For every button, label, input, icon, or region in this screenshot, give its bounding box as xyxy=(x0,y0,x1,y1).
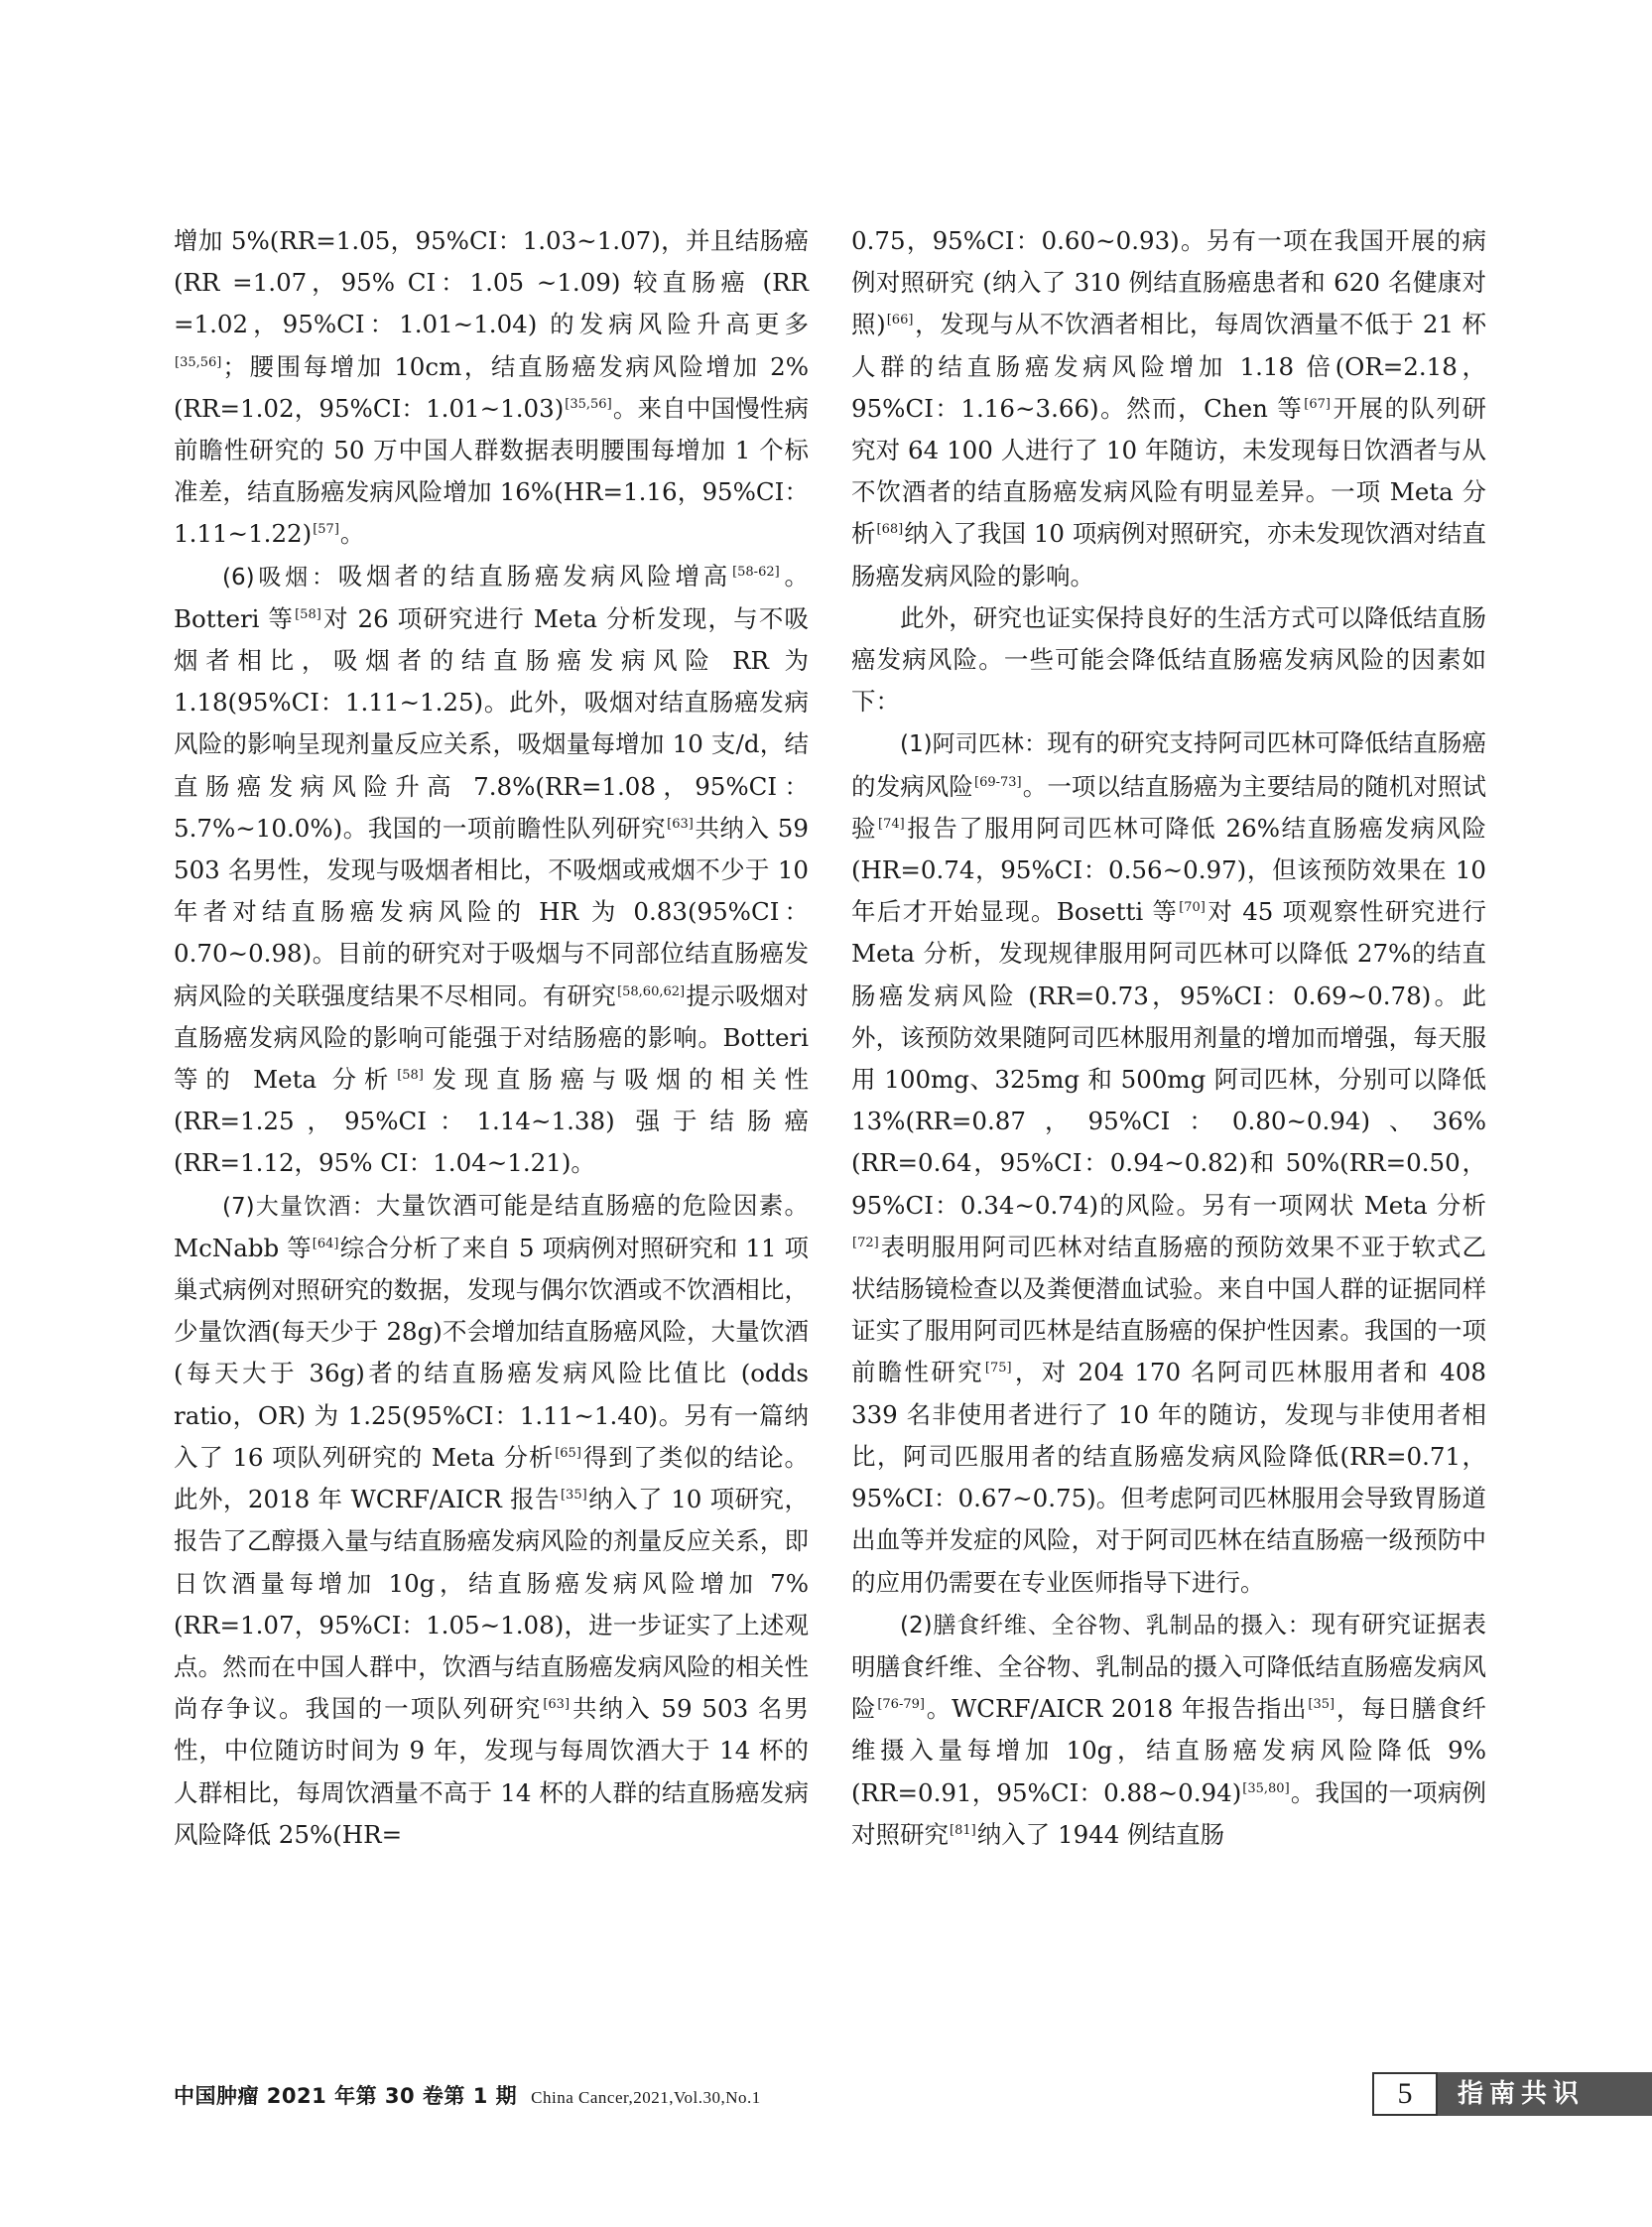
right-column xyxy=(851,220,1486,1856)
paragraph-fiber: (2)膳食纤维、全谷物、乳制品的摄入：现有研究证据表明膳食纤维、全谷物、乳制品的摄入可降低结直肠癌发病风险[76-79]。WCRF/AICR 2018 年报告指出[35]，每日膳食纤维摄入量每增加 10g，结直肠癌发病风险降低 9%(RR=0.91，95%CI：0.88~0.94)[35,80]。我国的一项病例对照研究[81]纳入了 1944 例结直肠 xyxy=(851,1609,1487,1849)
citation: [69-73] xyxy=(974,774,1022,790)
subheading-fiber: (2)膳食纤维、全谷物、乳制品的摄入： xyxy=(900,1612,1312,1638)
citation: [68] xyxy=(876,522,904,538)
paragraph-lifestyle: 此外，研究也证实保持良好的生活方式可以降低结直肠癌发病风险。一些可能会降低结直肠癌发病风险的因素如下： xyxy=(851,602,1486,717)
citation: [35,56] xyxy=(175,354,222,370)
citation: [35] xyxy=(560,1488,587,1504)
journal-info xyxy=(174,2080,761,2110)
citation: [74] xyxy=(878,816,905,832)
citation: [58] xyxy=(295,606,321,622)
subheading-smoking: (6)吸烟： xyxy=(222,564,338,590)
page-footer xyxy=(174,2072,1652,2122)
subheading-aspirin: (1)阿司匹林： xyxy=(900,731,1048,758)
journal-name-cn: 中国肿瘤 2021 年第 30 卷第 1 期 xyxy=(174,2084,518,2108)
paragraph-aspirin: (1)阿司匹林：现有的研究支持阿司匹林可降低结直肠癌的发病风险[69-73]。一项以结直肠癌为主要结局的随机对照试验[74]报告了服用阿司匹林可降低 26%结直肠癌发病风险(HR=0.74，95%CI：0.56~0.97)，但该预防效果在 10 年后才开始显现。Bosetti 等[70]对 45 项观察性研究进行 Meta 分析，发现规律服用阿司匹林可以降低 27%的结直肠癌发病风险 (RR=0.73，95%CI：0.69~0.78)。此外，该预防效果随阿司匹林服用剂量的增加而增强，每天服用 100mg、325mg 和 500mg 阿司匹林，分别可以降低 13%(RR=0.87，95%CI：0.80~0.94)、36%(RR=0.64，95%CI：0.94~0.82)和 50%(RR=0.50，95%CI：0.34~0.74)的风险。另有一项网状 Meta 分析[72]表明服用阿司匹林对结直肠癌的预防效果不亚于软式乙状结肠镜检查以及粪便潜血试验。来自中国人群的证据同样证实了服用阿司匹林是结直肠癌的保护性因素。我国的一项前瞻性研究[75]，对 204 170 名阿司匹林服用者和 408 339 名非使用者进行了 10 年的随访，发现与非使用者相比，阿司匹服用者的结直肠癌发病风险降低(RR=0.71，95%CI：0.67~0.75)。但考虑阿司匹林服用会导致胃肠道出血等并发症的风险，对于阿司匹林在结直肠癌一级预防中的应用仍需要在专业医师指导下进行。 xyxy=(851,728,1487,1597)
citation: [67] xyxy=(1304,396,1331,412)
journal-name-en: China Cancer,2021,Vol.30,No.1 xyxy=(531,2088,761,2107)
paragraph-waist: 增加 5%(RR=1.05，95%CI：1.03~1.07)，并且结肠癌(RR =1.07，95% CI：1.05 ~1.09) 较直肠癌 (RR =1.02，95%CI：1.01~1.04) 的发病风险升高更多[35,56]；腰围每增加 10cm，结直肠癌发病风险增加 2%(RR=1.02，95%CI：1.01~1.03)[35,56]。来自中国慢性病前瞻性研究的 50 万中国人群数据表明腰围每增加 1 个标准差，结直肠癌发病风险增加 16%(HR=1.16，95%CI：1.11~1.22)[57]。 xyxy=(174,226,809,549)
citation: [35] xyxy=(1308,1697,1335,1713)
paragraph-alcohol-cont: 0.75，95%CI：0.60~0.93)。另有一项在我国开展的病例对照研究 (纳入了 310 例结直肠癌患者和 620 名健康对照)[66]，发现与从不饮酒者相比，每周饮酒量不低于 21 杯人群的结直肠癌发病风险增加 1.18 倍(OR=2.18，95%CI：1.16~3.66)。然而，Chen 等[67]开展的队列研究对 64 100 人进行了 10 年随访，未发现每日饮酒者与从不饮酒者的结直肠癌发病风险有明显差异。一项 Meta 分析[68]纳入了我国 10 项病例对照研究，亦未发现饮酒对结直肠癌发病风险的影响。 xyxy=(851,226,1487,590)
citation: [64] xyxy=(312,1236,339,1251)
page-number: 5 xyxy=(1372,2072,1438,2116)
citation: [35,80] xyxy=(1242,1780,1290,1796)
citation: [35,56] xyxy=(565,396,612,412)
paragraph-smoking: (6)吸烟：吸烟者的结直肠癌发病风险增高[58-62]。Botteri 等[58]对 26 项研究进行 Meta 分析发现，与不吸烟者相比，吸烟者的结直肠癌发病风险 RR 为 1.18(95%CI：1.11~1.25)。此外，吸烟对结直肠癌发病风险的影响呈现剂量反应关系，吸烟量每增加 10 支/d，结直肠癌发病风险升高 7.8%(RR=1.08，95%CI：5.7%~10.0%)。我国的一项前瞻性队列研究[63]共纳入 59 503 名男性，发现与吸烟者相比，不吸烟或戒烟不少于 10 年者对结直肠癌发病风险的 HR 为 0.83(95%CI：0.70~0.98)。目前的研究对于吸烟与不同部位结直肠癌发病风险的关联强度结果不尽相同。有研究[58,60,62]提示吸烟对直肠癌发病风险的影响可能强于对结肠癌的影响。Botteri 等的 Meta 分析[58]发现直肠癌与吸烟的相关性 (RR=1.25，95%CI：1.14~1.38) 强于结肠癌 (RR=1.12，95% CI：1.04~1.21)。 xyxy=(174,561,810,1178)
citation: [58-62] xyxy=(732,564,780,580)
citation: [70] xyxy=(1179,900,1206,916)
citation: [58,60,62] xyxy=(617,983,686,999)
section-label: 指南共识 xyxy=(1438,2072,1652,2116)
citation: [66] xyxy=(886,313,914,328)
citation: [76-79] xyxy=(877,1697,925,1713)
citation: [65] xyxy=(555,1445,581,1461)
citation: [81] xyxy=(950,1822,976,1838)
subheading-alcohol: (7)大量饮酒： xyxy=(222,1193,376,1220)
left-column xyxy=(174,220,809,1856)
citation: [75] xyxy=(984,1361,1012,1376)
citation: [72] xyxy=(852,1235,879,1250)
citation: [63] xyxy=(667,816,694,832)
citation: [57] xyxy=(313,522,339,538)
citation: [63] xyxy=(543,1697,571,1713)
citation: [58] xyxy=(397,1068,424,1084)
paragraph-alcohol: (7)大量饮酒：大量饮酒可能是结直肠癌的危险因素。McNabb 等[64]综合分析了来自 5 项病例对照研究和 11 项巢式病例对照研究的数据，发现与偶尔饮酒或不饮酒相比，少量饮酒(每天少于 28g)不会增加结直肠癌风险，大量饮酒(每天大于 36g)者的结直肠癌发病风险比值比 (odds ratio，OR) 为 1.25(95%CI：1.11~1.40)。另有一篇纳入了 16 项队列研究的 Meta 分析[65]得到了类似的结论。此外，2018 年 WCRF/AICR 报告[35]纳入了 10 项研究，报告了乙醇摄入量与结直肠癌发病风险的剂量反应关系，即日饮酒量每增加 10g，结直肠癌发病风险增加 7%(RR=1.07，95%CI：1.05~1.08)，进一步证实了上述观点。然而在中国人群中，饮酒与结直肠癌发病风险的相关性尚存争议。我国的一项队列研究[63]共纳入 59 503 名男性，中位随访时间为 9 年，发现与每周饮酒大于 14 杯的人群相比，每周饮酒量不高于 14 杯的人群的结直肠癌发病风险降低 25%(HR= xyxy=(174,1190,809,1849)
